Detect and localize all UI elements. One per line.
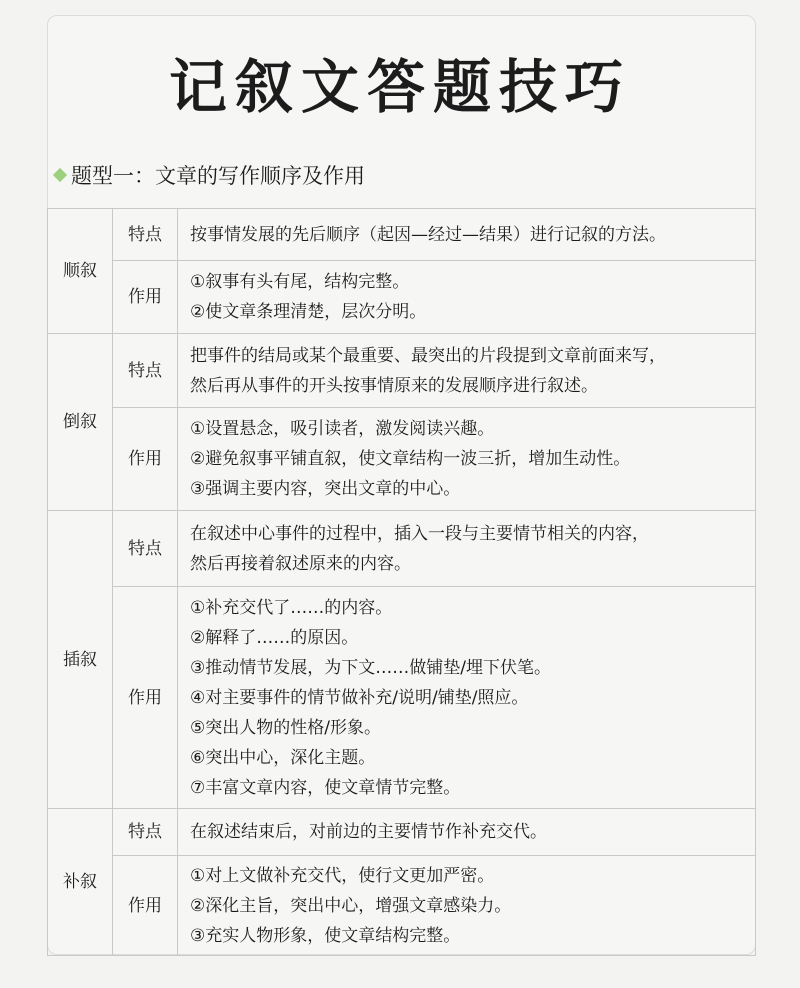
effect-text-cell [178,856,756,956]
effect-line: ⑦丰富文章内容，使文章情节完整。 [190,777,461,798]
feature-text-cell [178,511,756,587]
diamond-bullet-icon [53,168,67,182]
table-row [48,587,756,809]
effect-label: 作用 [113,408,178,511]
effect-line: ①对上文做补充交代，使行文更加严密。 [190,865,495,886]
narrative-order-table [47,208,756,956]
feature-line: 按事情发展的先后顺序（起因—经过—结果）进行记叙的方法。 [190,224,666,245]
table-row [48,209,756,261]
feature-text-cell [178,809,756,856]
table-row [48,856,756,956]
order-type-cell: 顺叙 [48,209,113,334]
effect-line: ②解释了……的原因。 [190,627,359,648]
effect-line: ②避免叙事平铺直叙，使文章结构一波三折，增加生动性。 [190,449,631,469]
feature-label: 特点 [113,511,178,587]
feature-label: 特点 [113,809,178,856]
page-title: 记叙文答题技巧 [168,53,631,121]
effect-text-cell [178,408,756,511]
table-row [48,334,756,408]
table-row [48,261,756,334]
feature-label: 特点 [113,209,178,261]
effect-line: ②深化主旨，突出中心，增强文章感染力。 [190,895,512,916]
effect-line: ⑥突出中心，深化主题。 [190,747,376,768]
section-heading [55,160,365,190]
effect-line: ④对主要事件的情节做补充/说明/铺垫/照应。 [190,687,529,708]
feature-label: 特点 [113,334,178,408]
effect-line: ②使文章条理清楚，层次分明。 [190,302,427,322]
feature-text-cell [178,334,756,408]
effect-line: ③推动情节发展，为下文……做铺垫/埋下伏笔。 [190,657,551,678]
effect-line: ③充实人物形象，使文章结构完整。 [190,925,461,946]
section-heading-text: 题型一：文章的写作顺序及作用 [71,164,365,188]
effect-label: 作用 [113,587,178,809]
effect-line: ①补充交代了……的内容。 [190,597,393,618]
effect-label: 作用 [113,856,178,956]
feature-line: 然后再接着叙述原来的内容。 [190,553,411,574]
effect-line: ③强调主要内容，突出文章的中心。 [190,479,461,499]
feature-line: 然后再从事件的开头按事情原来的发展顺序进行叙述。 [190,375,598,396]
table-row [48,511,756,587]
order-type-cell: 倒叙 [48,334,113,511]
effect-text-cell [178,261,756,334]
effect-line: ①叙事有头有尾，结构完整。 [190,272,410,292]
order-type-cell: 插叙 [48,511,113,809]
effect-label: 作用 [113,261,178,334]
effect-line: ①设置悬念，吸引读者，激发阅读兴趣。 [190,419,495,439]
order-type-cell: 补叙 [48,809,113,956]
table-row [48,809,756,856]
table-row [48,408,756,511]
effect-line: ⑤突出人物的性格/形象。 [190,717,381,738]
feature-line: 把事件的结局或某个最重要、最突出的片段提到文章前面来写， [190,345,666,366]
feature-text-cell [178,209,756,261]
feature-line: 在叙述结束后，对前边的主要情节作补充交代。 [190,822,547,842]
feature-line: 在叙述中心事件的过程中，插入一段与主要情节相关的内容， [190,523,649,544]
effect-text-cell [178,587,756,809]
